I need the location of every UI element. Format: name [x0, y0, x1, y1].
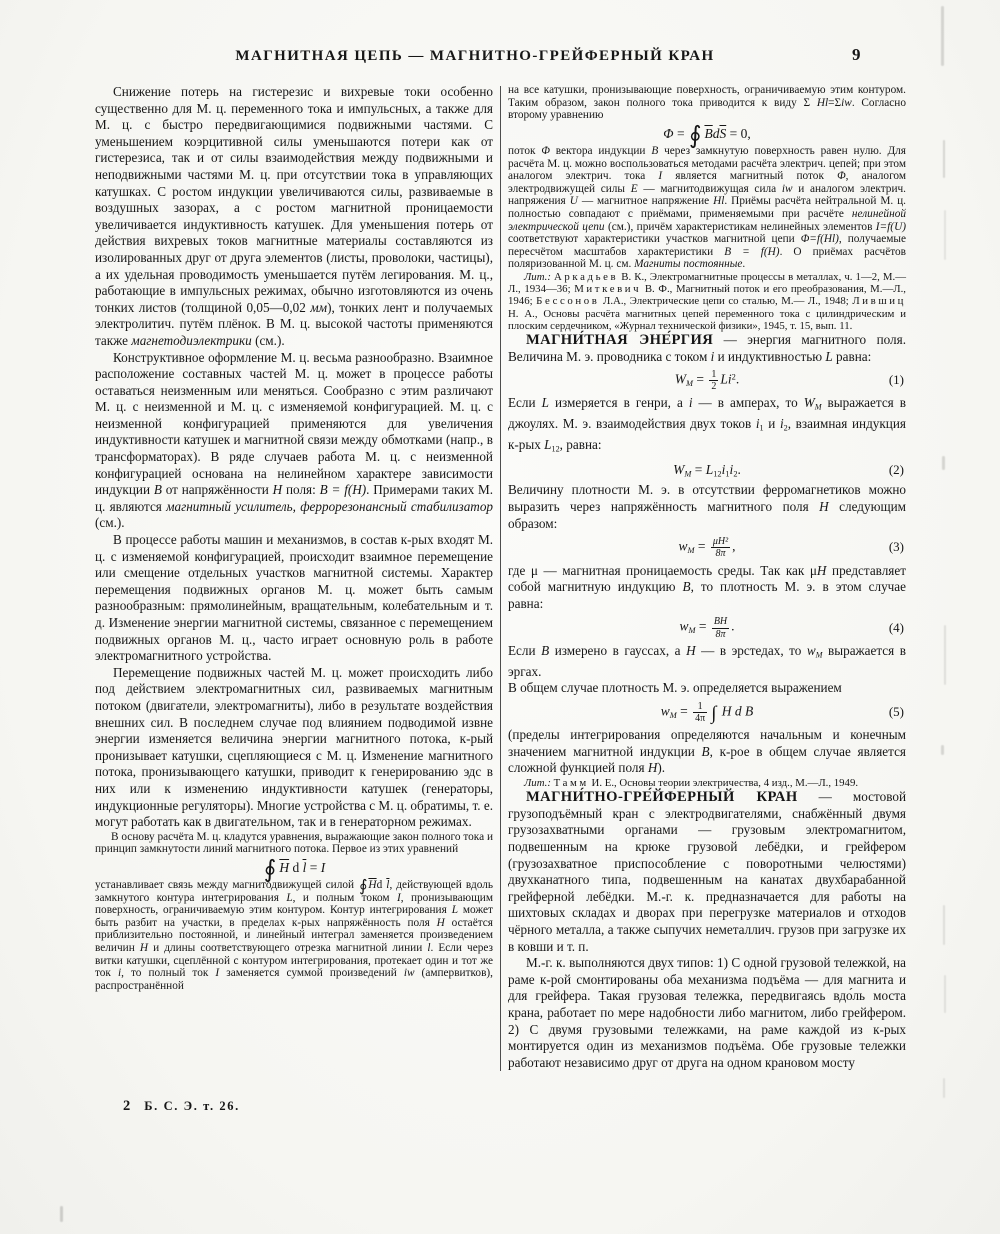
text-run: Лившиц	[852, 295, 906, 308]
text-run: Li	[720, 371, 732, 387]
text-run: iw	[841, 96, 852, 109]
text-run: L	[286, 891, 293, 904]
text-run: i	[729, 462, 734, 478]
display-formula: Φ = ∮ $\overline{B}d\overline{S} = 0$,	[663, 122, 751, 149]
text-run: $\overline{H}$	[368, 879, 377, 892]
text-run: I	[320, 859, 326, 875]
text-run: M	[686, 379, 693, 389]
paragraph: Если L измеряется в генри, а i — в амперах, то $W_M$ выражается в джоулях. М. э. взаимодействия двух токов $i_1$ и $i_2$, взаимная индукция к-рых $L_{12}$, равна:	[508, 395, 906, 454]
literature-reference: Лит.: Аркадьев В. К., Электромагнитные процессы в металлах, ч. 1—2, М.—Л., 1934—36; Миткевич В. Ф., Магнитный поток и его преобразования, М.—Л., 1946; Бессонов Л.А., Электрические цепи со сталью, М.— Л., 1948; Лившиц Н. А., Основы расчёта магнитных цепей переменного тока с цилиндрическим и плоским сердечником, «Журнал технической физики», 1945, т. 15, вып. 11.	[508, 270, 906, 332]
text-run: I	[658, 170, 663, 183]
text-run: 12	[713, 469, 722, 479]
text-run: Лит.:	[524, 777, 551, 790]
column-divider	[500, 86, 501, 1071]
paragraph: В общем случае плотность М. э. определяется выражением	[508, 680, 842, 696]
text-run: w	[679, 619, 689, 635]
text-run: Лит.:	[524, 270, 551, 283]
text-run: I	[396, 891, 401, 904]
text-run: L	[544, 437, 552, 453]
contour-integral-symbol: ∮	[359, 878, 368, 896]
text-run: Аркадьев	[554, 270, 619, 283]
text-run: 2	[783, 423, 788, 433]
paragraph: МАГНИ́ТНО-ГРЕ́ЙФЕРНЫЙ КРАН — мостовой грузоподъёмный кран с электродвигателями, снабжённый двумя грузозахватными органами — грузовым электромагнитом, подвешенным на крюке грузовой лебёдки, и грейфером (грузозахватное приспособление с поворотными челюстями) двухканатного типа, подвешенным на канатах двухбарабанной грейферной лебёдки. М.-г. к. предназначается для работы на шихтовых складах и дворах при перегрузке материалов и отходов чёрного металла, а также сыпучих неметаллич. грузов при загрузке их в ковши и т. п.	[508, 789, 906, 954]
display-formula: $w_M$ = $\frac{1}{4\pi}$ ∫ H d B (5)	[660, 700, 904, 725]
paragraph: В процессе работы машин и механизмов, в состав к-рых входят М. ц. с изменяемой конфигурацией, происходит взаимное перемещение или смещение отдельных участков магнитной системы. Характер перемещения подвижных органов М. ц. может быть самым разнообразным: прямолинейным, вращательным, колебательным и т. д. Изменение энергии магнитной системы, связанное с перемещением подвижных органов М. ц., часто играет основную роль в работе электромагнитного устройства.	[95, 532, 493, 664]
article-heading: МАГНИ́ТНАЯ ЭНЕ́РГИЯ	[526, 331, 714, 348]
text-run: I	[215, 967, 220, 980]
text-run: H	[647, 760, 658, 776]
text-run: Магниты постоянные	[634, 258, 743, 271]
display-formula: $W_M = L_{12}i_1i_2$. (2)	[673, 462, 904, 479]
text-run: d	[376, 879, 383, 892]
article-heading: МАГНИ́ТНО-ГРЕ́ЙФЕРНЫЙ КРАН	[526, 789, 798, 806]
text-run: H	[436, 916, 445, 929]
scan-artifact	[941, 6, 944, 66]
text-run: нелинейной электрической цепи	[508, 207, 906, 233]
text-run: I=f(U)	[875, 220, 906, 233]
right-column	[508, 84, 906, 1071]
text-run: B	[153, 482, 162, 498]
sheet-number: 2	[123, 1098, 131, 1114]
text-run: L	[705, 462, 714, 478]
text-run: iw	[781, 182, 793, 195]
text-run: l	[427, 942, 431, 955]
text-run: B = f(H)	[724, 245, 780, 258]
text-run: W	[803, 395, 815, 411]
text-run: Миткевич	[574, 283, 642, 296]
page-number: 9	[852, 45, 861, 64]
text-columns	[95, 84, 907, 1071]
text-run: M	[687, 546, 695, 556]
text-run: 1	[759, 423, 764, 433]
scan-artifact	[944, 210, 946, 260]
paragraph: М.-г. к. выполняются двух типов: 1) С одной грузовой тележкой, на раме к-рой смонтированы оба механизма подъёма — для магнита и для грейфера. Такая грузовая тележка, передвигаясь вдо́ль моста крана, работает по мере надобности либо магнитом, либо грейфером. 2) С двумя грузовыми тележками, на раме каждой из к-рых монтируется один из механизмов подъёма. Обе грузовые тележки работают независимо друг от друга на одном крановом мосту	[508, 955, 906, 1070]
scan-artifact	[943, 905, 945, 945]
text-run: H	[272, 482, 283, 498]
text-run: iw	[403, 967, 415, 980]
text-run: d	[712, 125, 720, 141]
text-run: Φ	[837, 170, 846, 183]
paragraph: Конструктивное оформление М. ц. весьма разнообразно. Взаимное расположение составных частей М. ц. может в процессе работы оставаться неизменным или меняться. Сообразно с этим различают М. ц. с неизменной и М. ц. с изменяемой конфигурацией. М. ц. с неизменной конфигурацией применяются для увеличения индуктивности катушек и магнитной связи между обмотками (напр., в трансформаторах). В ряде случаев работа М. ц. с неизменной конфигурацией основана на нелинейном характере зависимости индукции B от напряжённости H поля: B = f(H). Примерами таких М. ц. являются магнитный усилитель, феррорезонансный стабилизатор (см.).	[95, 349, 494, 531]
integral-symbol: ∫	[711, 702, 717, 724]
text-run: i	[779, 416, 784, 432]
scan-artifact	[941, 745, 944, 755]
text-run: $\overline{l}$	[386, 879, 390, 892]
text-run: Тамм	[553, 777, 589, 790]
text-run: w	[806, 642, 816, 658]
text-run: $\overline{H}$	[279, 859, 290, 875]
text-run: Бессонов	[536, 295, 600, 308]
display-formula: ∮ $\overline{H}$ d $\overline{l} = I$	[263, 856, 326, 883]
fraction: $\frac{1}{4\pi}$	[695, 700, 706, 725]
equation-number: (3)	[888, 539, 904, 555]
fraction: $\frac{1}{2}$	[711, 369, 717, 393]
page-footer	[123, 1098, 240, 1115]
text-run: B	[651, 144, 659, 157]
text-run: M	[684, 469, 692, 479]
text-run: B	[541, 642, 550, 658]
text-run: E	[630, 182, 638, 195]
contour-integral-symbol: ∮	[688, 122, 702, 149]
text-run: U	[569, 195, 578, 208]
text-run: Hl	[713, 195, 725, 208]
text-run: M	[814, 402, 822, 412]
text-run: магнитный усилитель, феррорезонансный стабилизатор	[166, 498, 494, 514]
text-run: 2	[733, 469, 738, 479]
paragraph: Перемещение подвижных частей М. ц. может происходить либо под действием электромагнитных сил, развиваемых магнитным потоком (двигатели, электромагниты), либо в результате воздействия внешних сил. В последнем случае под влиянием подводимой извне энергии изменяется величина энергии магнитного потока, к-рый пронизывает катушки, сцепляющиеся с М. ц. Изменение магнитного потока, пронизывающего катушки, приводит к генерированию эдс в них или к изменению индуктивности катушек (генераторы, индукционные регуляторы). Многие устройства с М. ц. обратимы, т. е. могут работать как в двигательном, так и в генераторном режимах.	[95, 664, 493, 830]
text-run: $\overline{B}$	[704, 125, 713, 141]
paragraph: Если B измерено в гауссах, а H — в эрстедах, то $w_M$ выражается в эргах.	[508, 642, 906, 679]
equation-number: (5)	[888, 704, 904, 720]
text-run: Hl	[816, 96, 829, 109]
text-run: B = f(H)	[319, 482, 367, 498]
scan-artifact	[943, 140, 945, 178]
text-run: Φ	[663, 125, 674, 141]
equation-number: (4)	[888, 619, 904, 635]
equation-number: (1)	[888, 372, 904, 388]
running-head	[95, 48, 855, 65]
text-run: M	[688, 626, 696, 636]
small-print-paragraph: поток Φ вектора индукции B через замкнутую поверхность равен нулю. Для расчёта М. ц. можно воспользоваться методами расчёта электрич. цепей; при этом аналогом электрич. тока I является магнитный поток Φ, аналогом электродвижущей силы E — магнитодвижущая сила iw и аналогом электрич. напряжения U — магнитное напряжение Hl. Приёмы расчёта нейтральной М. ц. полностью совпадают с приёмами, применяемыми при расчёте нелинейной электрической цепи (см.), причём характеристикам нелинейных элементов I=f(U) соответствуют характеристики участков магнитной цепи Φ=f(Hl), получаемые пересчётом масштабов характеристики B = f(H). О приёмах расчётов поляризованной М. ц. см. Магниты постоянные.	[508, 144, 907, 271]
text-run: мм	[310, 299, 328, 315]
text-run: H	[816, 562, 827, 578]
text-run: w	[678, 538, 688, 554]
left-column	[95, 84, 493, 1071]
text-run: i	[755, 416, 760, 432]
page-title: МАГНИТНАЯ ЦЕПЬ — МАГНИТНО-ГРЕЙФЕРНЫЙ КРАН	[235, 48, 715, 64]
text-run: w	[660, 703, 670, 719]
text-run: B	[701, 743, 710, 759]
display-formula: $w_M$ = $\frac{BH}{8\pi}$ . (4)	[679, 616, 904, 640]
scan-artifact	[60, 1206, 63, 1222]
text-run: Φ	[541, 144, 550, 157]
paragraph: (пределы интегрирования определяются начальным и конечным значением магнитной индукции B, к-рое в общем случае является сложной функцией поля H).	[508, 727, 906, 776]
paragraph: МАГНИ́ТНАЯ ЭНЕ́РГИЯ — энергия магнитного поля. Величина М. э. проводника с током i и индуктивностью L равна:	[508, 331, 906, 364]
fraction: $\frac{BH}{8\pi}$	[713, 616, 728, 640]
display-formula: $W_M$ = $\frac{1}{2}$ Li$^2$. (1)	[674, 369, 904, 393]
scan-artifact	[943, 1078, 945, 1098]
small-print-paragraph: В основу расчёта М. ц. кладутся уравнения, выражающие закон полного тока и принцип замкнутости линий магнитного потока. Первое из этих уравнений	[95, 830, 493, 856]
equation-number: (2)	[888, 462, 904, 478]
text-run: i	[117, 967, 122, 980]
scan-artifact	[944, 625, 946, 685]
text-run: M	[815, 650, 823, 660]
text-run: H	[139, 942, 148, 955]
text-run: $\overline{S}$	[719, 125, 727, 141]
text-run: M	[669, 710, 677, 720]
text-run: W	[674, 371, 687, 387]
small-print-paragraph: устанавливает связь между магнитодвижущей силой $∮\overline{H}d$ $\overline{l}$, действующей вдоль замкнутого контура интегрирования L, и полным током I, пронизывающим поверхность, ограничиваемую этим контуром. Контур интегрирования L может быть разбит на участки, в пределах к-рых напряжённость поля H остаётся приблизительно постоянной, и линейный интеграл заменяется произведением величин H и длины соответствующего отрезка магнитной линии l. Если через витки катушки, сцеплённой с контуром интегрирования, протекает один и тот же ток i, то полный ток I заменяется суммой произведений iw (ампервитков), распространённой	[95, 878, 494, 992]
text-run: H	[686, 642, 696, 658]
scan-artifact	[942, 456, 945, 470]
fraction: $\frac{\text{μH²}}{8\pi}$	[712, 536, 729, 560]
text-run: i	[721, 462, 726, 478]
small-print-paragraph: на все катушки, пронизывающие поверхность, ограничиваемую этим контуром. Таким образом, закон полного тока приводится к виду Σ Hl=Σiw. Согласно второму уравнению	[508, 84, 906, 122]
scan-artifact	[944, 975, 946, 1013]
text-run: H	[819, 499, 829, 515]
paragraph: Величину плотности М. э. в отсутствии ферромагнетиков можно выразить через напряжённость магнитного поля H следующим образом:	[508, 482, 907, 531]
display-formula: $w_M$ = $\frac{\text{μH²}}{8\pi}$ , (3)	[678, 536, 904, 560]
contour-integral-symbol: ∮	[263, 856, 277, 883]
text-run: L	[825, 348, 833, 364]
text-run: i	[688, 395, 693, 411]
text-run: L	[541, 395, 549, 411]
paragraph: Снижение потерь на гистерезис и вихревые токи особенно существенно для М. ц. переменного тока и импульсных, а также для М. ц. с быстро передвигающимися подвижными частями. С уменьшением коэрцитивной силы уменьшаются потери как от гистерезиса, так и от силы взаимодействия между подвижными и неподвижными частями М. ц. при отсутствии тока в управляющих катушках. С ростом индукции увеличиваются силы, развиваемые в воздушных зазорах, а с ростом магнитной проницаемости увеличивается индуктивность катушек. Для уменьшения потерь от действия вихревых токов магнитные материалы составляются из изолированных друг от друга элементов (листы, проволоки, частицы), а их удельная проводимость уменьшается путём легирования. М. ц., работающие в импульсных режимах, обычно изготовляются из очень тонких листов (толщиной 0,05—0,02 мм), тонких лент и получаемых электролитич. путём плёнок. В М. ц. высокой частоты применяются также магнетодиэлектрики (см.).	[95, 84, 493, 348]
text-run: B	[682, 579, 691, 595]
text-run: 12	[551, 444, 560, 454]
text-run: 2	[731, 372, 736, 382]
text-run: 1	[725, 469, 730, 479]
text-run: L	[451, 904, 458, 917]
literature-reference: Лит.: Тамм И. Е., Основы теории электричества, 4 изд., М.—Л., 1949.	[524, 777, 859, 790]
text-run: Φ=f(Hl)	[800, 233, 839, 246]
text-run: i	[710, 348, 715, 364]
text-run: W	[673, 462, 685, 478]
edition-mark: Б. С. Э. т. 26.	[144, 1099, 240, 1113]
text-run: $\overline{l}$	[302, 859, 307, 875]
text-run: магнетодиэлектрики	[131, 332, 252, 348]
text-run: H d B	[718, 703, 754, 719]
paragraph: где μ — магнитная проницаемость среды. Так как μH представляет собой магнитную индукцию B, то плотность М. э. в этом случае равна:	[508, 562, 907, 611]
